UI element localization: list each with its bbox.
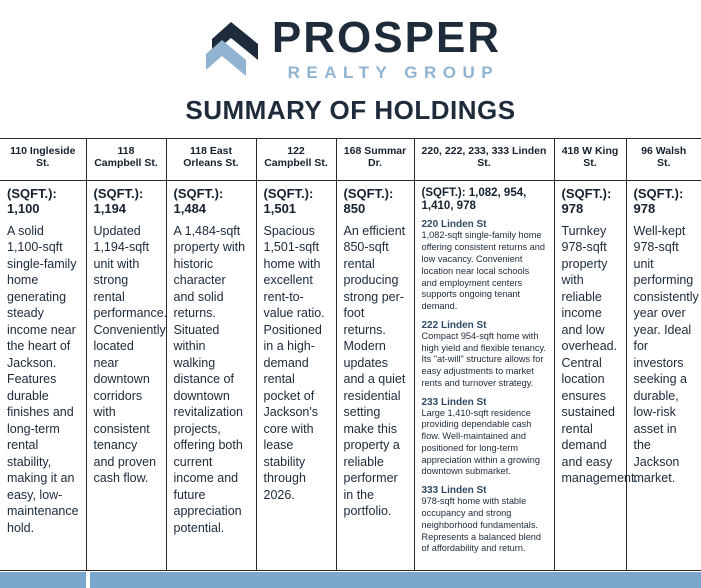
sqft-value: (SQFT.): 1,194	[93, 186, 144, 216]
sqft-value: (SQFT.): 978	[633, 186, 684, 216]
subunit-title: 220 Linden St	[421, 219, 487, 231]
subunit-title: 222 Linden St	[421, 319, 487, 331]
holding-cell	[86, 181, 166, 571]
subunit	[422, 485, 547, 555]
holding-cell	[256, 181, 336, 571]
holding-description: Spacious 1,501-sqft home with excellent rent-to-value ratio. Positioned in a high-demand rental pocket of Jackson's core with lease stability through 2026.	[263, 223, 325, 502]
subunit	[422, 320, 547, 390]
subunit-description: Large 1,410-sqft residence providing dependable cash flow. Well-maintained and positioned for long-term appreciation within a growing downtown submarket.	[421, 407, 540, 477]
footer-segment-left	[0, 572, 86, 588]
column-header: 168 Summar Dr.	[336, 139, 414, 181]
holding-description: An efficient 850-sqft rental producing strong per-foot returns. Modern updates and a quiet residential setting make this property a reliable performer in the portfolio.	[343, 223, 406, 519]
subunit-description: 978-sqft home with stable occupancy and strong neighborhood fundamentals. Represents a balanced blend of affordability and return.	[421, 496, 542, 554]
subunit-title: 333 Linden St	[421, 485, 487, 497]
holding-cell	[0, 181, 86, 571]
holding-cell	[166, 181, 256, 571]
column-header: 110 Ingleside St.	[0, 139, 86, 181]
logo-row	[200, 13, 502, 82]
subunit-description: Compact 954-sqft home with high yield and flexible tenancy. Its "at-will" structure allows for easy adjustments to market rents and turnover strategy.	[421, 330, 546, 388]
holding-cell	[336, 181, 414, 571]
subunit-title: 233 Linden St	[421, 396, 487, 408]
sqft-value: (SQFT.): 1,082, 954, 1,410, 978	[421, 187, 527, 213]
column-header: 418 W King St.	[554, 139, 626, 181]
holding-description: Updated 1,194-sqft unit with strong rental performance. Conveniently located near downtown corridors with consistent tenancy and proven cash flow.	[93, 223, 168, 486]
footer-segment-right	[90, 572, 701, 588]
table-row	[0, 181, 701, 571]
holding-description: Turnkey 978-sqft property with reliable income and low overhead. Central location ensures sustained rental demand and easy management.	[561, 223, 638, 486]
column-header: 118 East Orleans St.	[166, 139, 256, 181]
column-header: 96 Walsh St.	[626, 139, 701, 181]
brand-header	[0, 0, 701, 81]
page-title: SUMMARY OF HOLDINGS	[185, 95, 516, 125]
column-header: 220, 222, 233, 333 Linden St.	[414, 139, 554, 181]
column-header: 122 Campbell St.	[256, 139, 336, 181]
sqft-value: (SQFT.): 1,100	[7, 186, 57, 216]
prosper-arrow-logo-icon	[200, 18, 262, 80]
subunit	[422, 219, 547, 312]
subunit	[422, 397, 547, 479]
holding-cell	[554, 181, 638, 571]
brand-name: PROSPER	[271, 13, 502, 62]
sqft-value: (SQFT.): 850	[343, 186, 394, 216]
sqft-value: (SQFT.): 978	[561, 186, 612, 216]
footer-bar	[0, 572, 701, 588]
table-header-row	[0, 139, 701, 181]
holdings-table	[0, 138, 701, 571]
holding-description: A 1,484-sqft property with historic character and solid returns. Situated within walking distance of downtown revitalization projects, offering both current income and future appreciation potential.	[173, 223, 246, 535]
brand-subtitle: REALTY GROUP	[287, 63, 500, 82]
holding-cell	[626, 181, 701, 571]
holding-cell-multi	[414, 181, 554, 571]
sqft-value: (SQFT.): 1,484	[173, 186, 224, 216]
subunit-description: 1,082-sqft single-family home offering consistent returns and low vacancy. Convenient location near local schools and employment centers supports ongoing tenant demand.	[421, 230, 545, 312]
holding-description: Well-kept 978-sqft unit performing consistently year over year. Ideal for investors seeking a durable, low-risk asset in the Jackson market.	[633, 223, 699, 486]
holding-description: A solid 1,100-sqft single-family home generating steady income near the heart of Jackson. Features durable finishes and long-term rental stability, making it an easy, low-maintenance hold.	[7, 223, 79, 535]
sqft-value: (SQFT.): 1,501	[263, 186, 314, 216]
column-header: 118 Campbell St.	[86, 139, 166, 181]
brand-text	[271, 13, 502, 82]
